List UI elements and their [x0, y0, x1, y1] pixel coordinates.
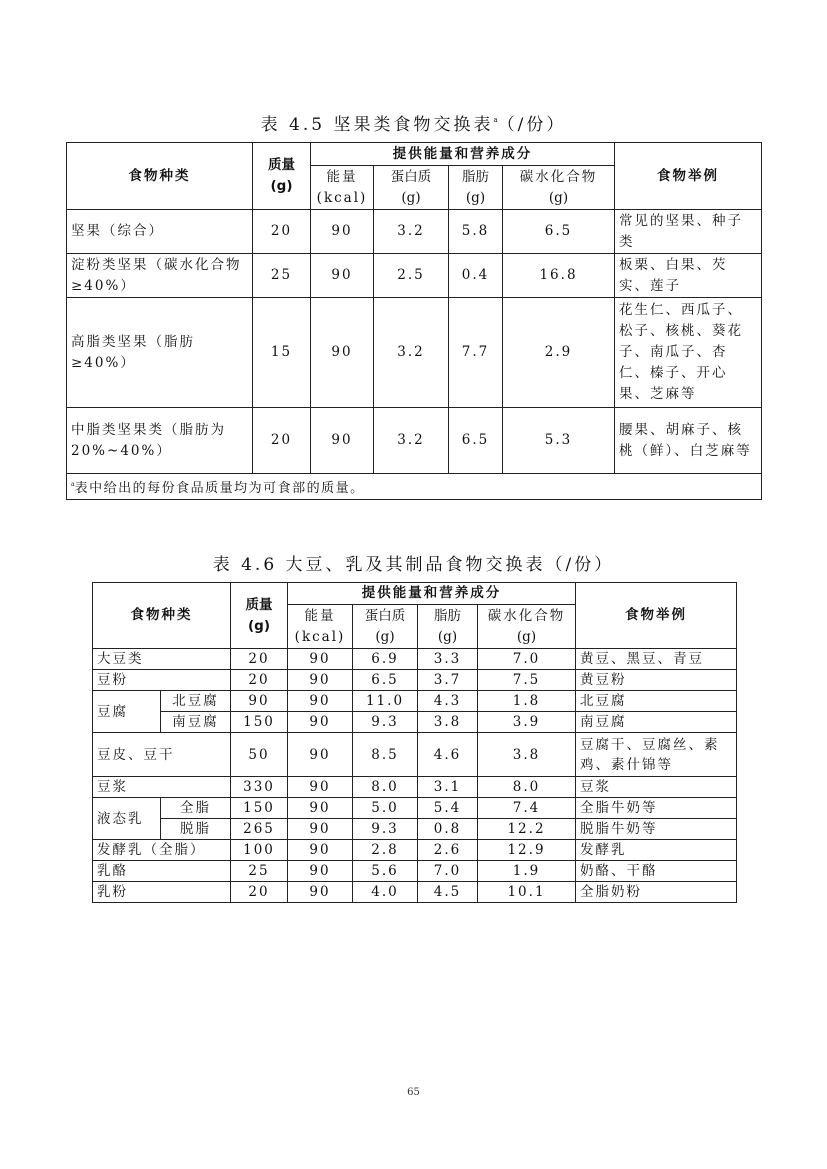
footnote-marker: a — [71, 481, 75, 488]
caption-unit: （/份） — [497, 115, 567, 135]
row-carb: 10.1 — [478, 882, 576, 903]
header-energy: 能量 (kcal) — [311, 166, 374, 210]
table-footnote — [67, 474, 762, 500]
row-carb: 3.9 — [478, 712, 576, 733]
row-fat: 0.4 — [449, 254, 503, 298]
row-carb: 3.8 — [478, 733, 576, 777]
row-mass: 20 — [253, 210, 311, 254]
table-row — [67, 210, 762, 254]
row-mass: 20 — [231, 649, 288, 670]
row-mass: 150 — [231, 712, 288, 733]
table-row — [93, 670, 737, 691]
header-nutrition-group: 提供能量和营养成分 — [288, 583, 576, 605]
row-name: 北豆腐 — [161, 691, 231, 712]
row-protein: 11.0 — [353, 691, 418, 712]
row-carb: 6.5 — [503, 210, 615, 254]
row-name: 全脂 — [161, 798, 231, 819]
table-row — [93, 840, 737, 861]
row-carb: 1.9 — [478, 861, 576, 882]
table-row — [67, 408, 762, 474]
nut-exchange-table — [66, 142, 762, 500]
row-name: 坚果（综合） — [67, 210, 253, 254]
table-row — [93, 712, 737, 733]
table-4-6-caption: 表 4.6 大豆、乳及其制品食物交换表（/份） — [212, 555, 615, 575]
header-fat: 脂肪 (g) — [449, 166, 503, 210]
row-name: 豆浆 — [93, 777, 231, 798]
row-name: 高脂类坚果（脂肪≥40%） — [67, 298, 253, 408]
row-name: 淀粉类坚果（碳水化合物≥40%） — [67, 254, 253, 298]
header-protein: 蛋白质 (g) — [374, 166, 449, 210]
row-energy: 90 — [311, 254, 374, 298]
header-examples: 食物举例 — [615, 143, 762, 210]
row-protein: 6.5 — [353, 670, 418, 691]
table-row — [93, 777, 737, 798]
row-mass: 20 — [231, 882, 288, 903]
row-example: 全脂奶粉 — [576, 882, 737, 903]
row-energy: 90 — [288, 670, 353, 691]
row-protein: 8.5 — [353, 733, 418, 777]
table-row — [93, 798, 737, 819]
footnote-text: 表中给出的每份食品质量均为可食部的质量。 — [74, 481, 365, 496]
row-protein: 5.6 — [353, 861, 418, 882]
row-fat: 6.5 — [449, 408, 503, 474]
row-energy: 90 — [288, 882, 353, 903]
header-protein: 蛋白质 (g) — [353, 605, 418, 649]
row-fat: 7.0 — [418, 861, 478, 882]
row-protein: 3.2 — [374, 408, 449, 474]
row-mass: 90 — [231, 691, 288, 712]
row-energy: 90 — [288, 840, 353, 861]
row-energy: 90 — [288, 649, 353, 670]
row-fat: 5.4 — [418, 798, 478, 819]
row-energy: 90 — [288, 712, 353, 733]
row-protein: 3.2 — [374, 298, 449, 408]
row-carb: 12.2 — [478, 819, 576, 840]
row-protein: 5.0 — [353, 798, 418, 819]
row-mass: 15 — [253, 298, 311, 408]
row-fat: 0.8 — [418, 819, 478, 840]
row-fat: 3.7 — [418, 670, 478, 691]
row-protein: 8.0 — [353, 777, 418, 798]
row-group-tofu: 豆腐 — [93, 691, 161, 733]
header-mass: 质量 (g) — [253, 143, 311, 210]
row-example: 脱脂牛奶等 — [576, 819, 737, 840]
row-carb: 7.4 — [478, 798, 576, 819]
header-carb: 碳水化合物 (g) — [478, 605, 576, 649]
row-protein: 3.2 — [374, 210, 449, 254]
row-example: 花生仁、西瓜子、松子、核桃、葵花子、南瓜子、杏仁、榛子、开心果、芝麻等 — [615, 298, 762, 408]
row-protein: 9.3 — [353, 712, 418, 733]
row-example: 北豆腐 — [576, 691, 737, 712]
row-protein: 4.0 — [353, 882, 418, 903]
header-nutrition-group: 提供能量和营养成分 — [311, 143, 615, 166]
table-row — [93, 649, 737, 670]
row-fat: 3.8 — [418, 712, 478, 733]
table-row — [93, 819, 737, 840]
row-example: 黄豆、黑豆、青豆 — [576, 649, 737, 670]
row-protein: 9.3 — [353, 819, 418, 840]
row-mass: 330 — [231, 777, 288, 798]
table-row — [67, 298, 762, 408]
row-mass: 25 — [253, 254, 311, 298]
row-name: 南豆腐 — [161, 712, 231, 733]
row-mass: 20 — [231, 670, 288, 691]
row-protein: 2.5 — [374, 254, 449, 298]
caption-footnote-marker: a — [493, 116, 498, 124]
row-example: 全脂牛奶等 — [576, 798, 737, 819]
row-energy: 90 — [288, 798, 353, 819]
row-fat: 5.8 — [449, 210, 503, 254]
row-mass: 100 — [231, 840, 288, 861]
row-energy: 90 — [288, 819, 353, 840]
row-example: 南豆腐 — [576, 712, 737, 733]
row-energy: 90 — [288, 733, 353, 777]
row-carb: 12.9 — [478, 840, 576, 861]
row-carb: 5.3 — [503, 408, 615, 474]
row-mass: 265 — [231, 819, 288, 840]
row-carb: 7.0 — [478, 649, 576, 670]
row-name: 发酵乳（全脂） — [93, 840, 231, 861]
row-example: 常见的坚果、种子类 — [615, 210, 762, 254]
soy-dairy-exchange-table — [92, 582, 737, 903]
row-energy: 90 — [311, 408, 374, 474]
row-example: 发酵乳 — [576, 840, 737, 861]
row-fat: 2.6 — [418, 840, 478, 861]
row-fat: 4.6 — [418, 733, 478, 777]
row-carb: 16.8 — [503, 254, 615, 298]
row-name: 中脂类坚果类（脂肪为20%~40%） — [67, 408, 253, 474]
row-name: 豆皮、豆干 — [93, 733, 231, 777]
row-energy: 90 — [288, 861, 353, 882]
row-mass: 20 — [253, 408, 311, 474]
row-name: 豆粉 — [93, 670, 231, 691]
table-row — [67, 254, 762, 298]
row-energy: 90 — [311, 210, 374, 254]
row-carb: 1.8 — [478, 691, 576, 712]
row-name: 脱脂 — [161, 819, 231, 840]
row-fat: 7.7 — [449, 298, 503, 408]
table-row — [93, 882, 737, 903]
table-row — [93, 733, 737, 777]
header-food-type: 食物种类 — [93, 583, 231, 649]
row-protein: 2.8 — [353, 840, 418, 861]
row-fat: 4.5 — [418, 882, 478, 903]
row-mass: 25 — [231, 861, 288, 882]
row-carb: 7.5 — [478, 670, 576, 691]
row-example: 黄豆粉 — [576, 670, 737, 691]
table-row — [93, 691, 737, 712]
row-energy: 90 — [288, 691, 353, 712]
row-fat: 3.1 — [418, 777, 478, 798]
row-carb: 2.9 — [503, 298, 615, 408]
header-fat: 脂肪 (g) — [418, 605, 478, 649]
header-mass: 质量 (g) — [231, 583, 288, 649]
header-examples: 食物举例 — [576, 583, 737, 649]
header-food-type: 食物种类 — [67, 143, 253, 210]
row-group-liquid-milk: 液态乳 — [93, 798, 161, 840]
table-4-5-caption — [0, 110, 827, 135]
row-name: 乳酪 — [93, 861, 231, 882]
row-mass: 150 — [231, 798, 288, 819]
row-mass: 50 — [231, 733, 288, 777]
row-example: 奶酪、干酪 — [576, 861, 737, 882]
table-row — [93, 861, 737, 882]
row-protein: 6.9 — [353, 649, 418, 670]
row-fat: 4.3 — [418, 691, 478, 712]
header-energy: 能量 (kcal) — [288, 605, 353, 649]
row-carb: 8.0 — [478, 777, 576, 798]
row-example: 豆腐干、豆腐丝、素鸡、素什锦等 — [576, 733, 737, 777]
row-energy: 90 — [288, 777, 353, 798]
row-name: 大豆类 — [93, 649, 231, 670]
row-name: 乳粉 — [93, 882, 231, 903]
caption-text: 表 4.5 坚果类食物交换表 — [260, 115, 494, 135]
header-carb: 碳水化合物 (g) — [503, 166, 615, 210]
row-example: 腰果、胡麻子、核桃（鲜）、白芝麻等 — [615, 408, 762, 474]
row-example: 豆浆 — [576, 777, 737, 798]
row-example: 板栗、白果、芡实、莲子 — [615, 254, 762, 298]
page-number: 65 — [407, 1087, 420, 1098]
row-energy: 90 — [311, 298, 374, 408]
row-fat: 3.3 — [418, 649, 478, 670]
